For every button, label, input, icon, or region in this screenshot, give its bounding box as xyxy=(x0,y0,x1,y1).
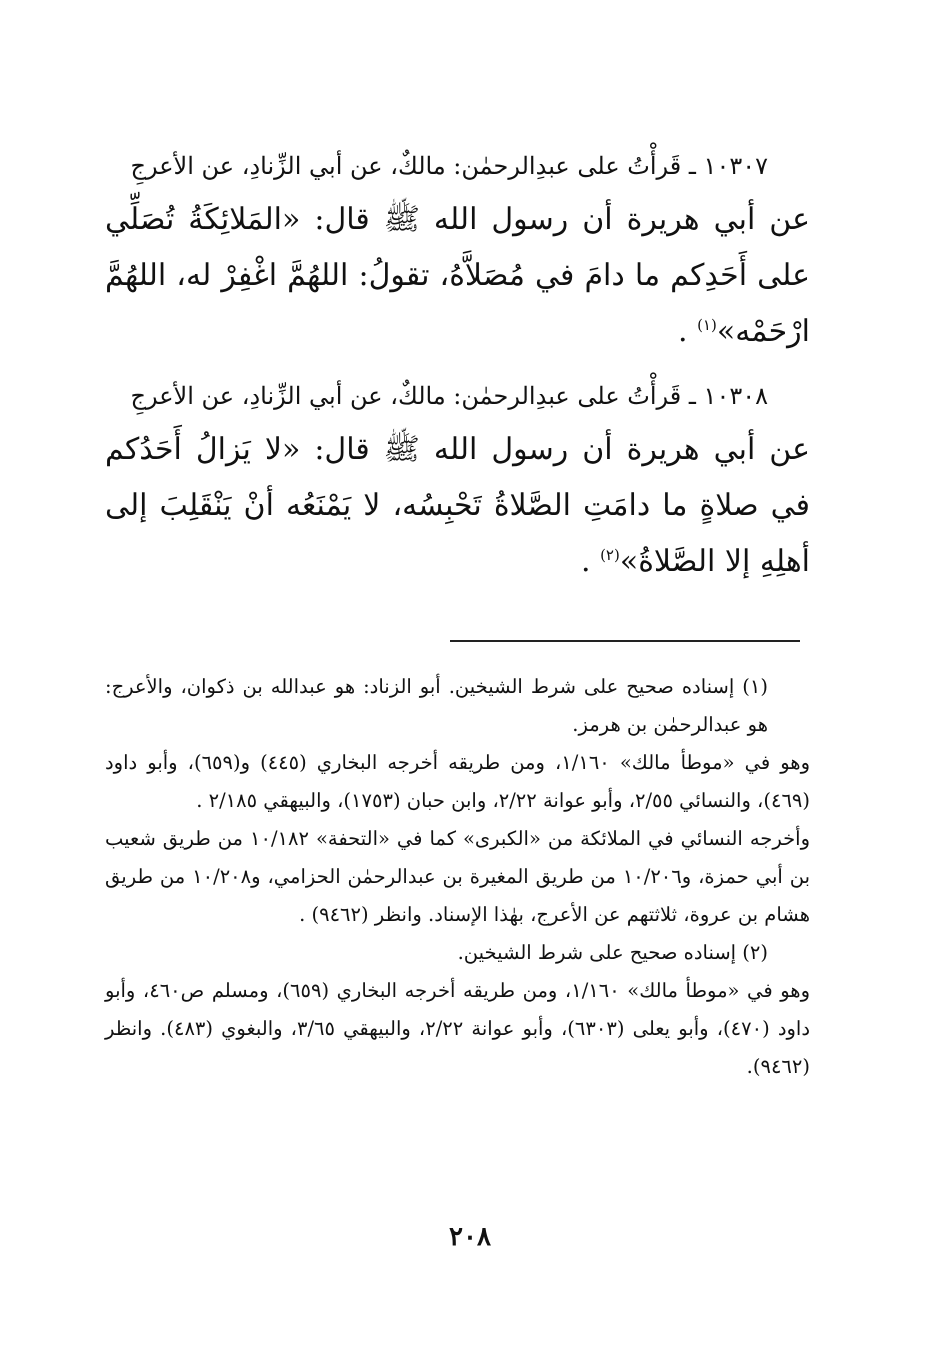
hadith-main-text xyxy=(105,140,810,596)
footnote-1-paragraph: وهو في «موطأ مالك» ١/١٦٠، ومن طريقه أخرجه البخاري (٤٤٥) و(٦٥٩)، وأبو داود (٤٦٩)، والنسائي ٢/٥٥، وأبو عوانة ٢/٢٢، وابن حبان (١٧٥٣)، والبيهقي ٢/١٨٥ . xyxy=(105,751,810,812)
footnote-1-paragraph: وأخرجه النسائي في الملائكة من «الكبرى» كما في «التحفة» ١٠/١٨٢ من طريق شعيب بن أبي حمزة، و١٠/٢٠٦ من طريق المغيرة بن عبدالرحمٰن الحزامي، و١٠/٢٠٨ من طريق هشام بن عروة، ثلاثتهم عن الأعرج، بهٰذا الإسناد. وانظر (٩٤٦٢) . xyxy=(105,827,811,926)
footnote-2-paragraph: وهو في «موطأ مالك» ١/١٦٠، ومن طريقه أخرجه البخاري (٦٥٩)، ومسلم ص٤٦٠، وأبو داود (٤٧٠)، وأبو يعلى (٦٣٠٣)، وأبو عوانة ٢/٢٢، والبيهقي ٣/٦٥، والبغوي (٤٨٣). وانظر (٩٤٦٢). xyxy=(105,979,811,1078)
hadith-10307 xyxy=(105,140,810,360)
footnote-ref[interactable]: (٢) xyxy=(600,546,620,564)
footnote-ref[interactable]: (١) xyxy=(697,316,717,334)
page-number: ٢٠٨ xyxy=(449,1222,491,1252)
hadith-chain: ١٠٣٠٨ ـ قَرأْتُ على عبدِالرحمٰن: مالكٌ، عن أبي الزِّنادِ، عن الأعرجِ xyxy=(130,382,768,410)
hadith-text xyxy=(105,422,810,590)
footnotes xyxy=(105,668,810,1086)
hadith-end-mark: . xyxy=(677,314,698,349)
footnote-separator xyxy=(450,640,800,642)
hadith-10308 xyxy=(105,370,810,590)
footnote-1-intro: (١) إسناده صحيح على شرط الشيخين. أبو الزناد: هو عبدالله بن ذكوان، والأعرج: هو عبدالرحمٰن بن هرمز. xyxy=(105,675,768,736)
hadith-matn: عن أبي هريرة أن رسول الله ﷺ قال: «لا يَزالُ أَحَدُكم في صلاةٍ ما دامَتِ الصَّلاةُ تَحْبِسُه، لا يَمْنَعُه أنْ يَنْقَلِبَ إلى أهلِهِ إلا الصَّلاةُ» xyxy=(105,432,810,579)
hadith-chain: ١٠٣٠٧ ـ قَرأْتُ على عبدِالرحمٰن: مالكٌ، عن أبي الزِّنادِ، عن الأعرجِ xyxy=(130,152,768,180)
footnote-2-intro: (٢) إسناده صحيح على شرط الشيخين. xyxy=(457,941,768,964)
hadith-end-mark: . xyxy=(580,544,601,579)
hadith-text xyxy=(105,192,810,360)
hadith-matn: عن أبي هريرة أن رسول الله ﷺ قال: «المَلائِكَةُ تُصَلِّي على أَحَدِكم ما دامَ في مُصَلاَّهُ، تقولُ: اللهُمَّ اغْفِرْ له، اللهُمَّ ارْحَمْه» xyxy=(105,202,810,349)
